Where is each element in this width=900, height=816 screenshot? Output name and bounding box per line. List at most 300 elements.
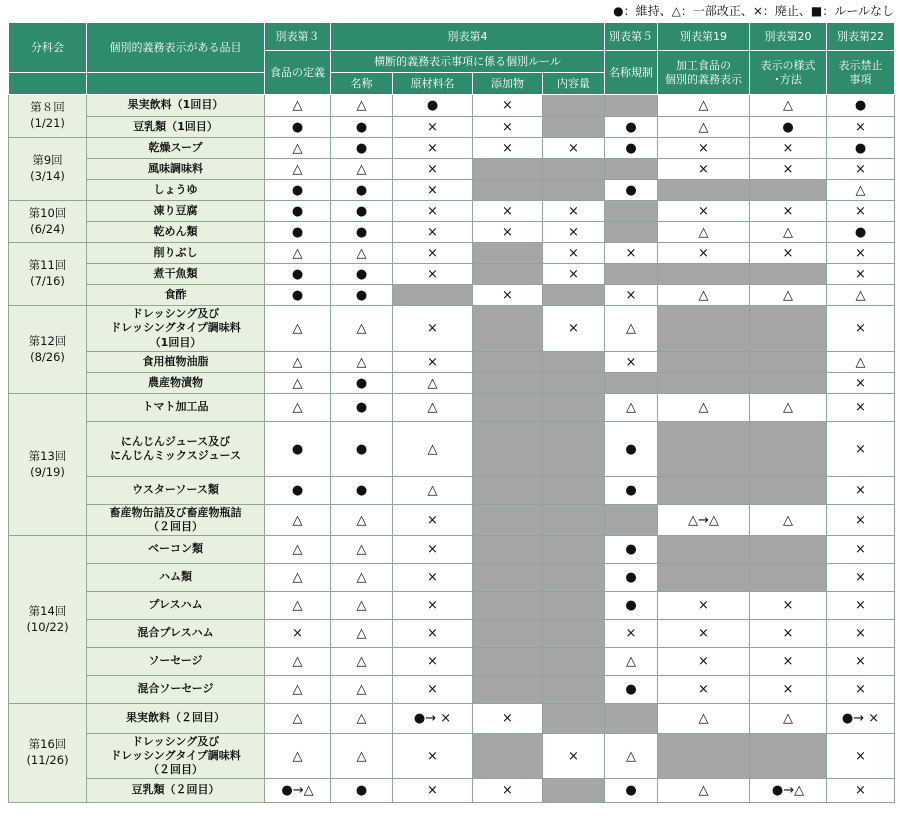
status-cell: △: [265, 306, 331, 352]
item-cell: 煮干魚類: [87, 264, 265, 285]
no-rule-cell: [473, 477, 543, 505]
table-row: [9, 592, 895, 620]
item-cell: にんじんジュース及び にんじんミックスジュース: [87, 422, 265, 477]
no-rule-cell: [750, 373, 827, 394]
status-cell: △: [265, 373, 331, 394]
no-rule-cell: [543, 648, 605, 676]
header-b3: 別表第３: [265, 23, 331, 51]
session-cell: 第12回 (8/26): [9, 306, 87, 394]
session-cell: 第８回 (1/21): [9, 95, 87, 138]
status-cell: ×: [827, 117, 895, 138]
header-name: 名称: [331, 73, 393, 95]
status-cell: ●: [331, 285, 393, 306]
status-cell: ×: [473, 201, 543, 222]
status-cell: ●: [827, 222, 895, 243]
status-cell: △: [265, 95, 331, 117]
no-rule-cell: [750, 352, 827, 373]
status-cell: △: [393, 422, 473, 477]
status-cell: ×: [605, 285, 658, 306]
no-rule-cell: [658, 734, 750, 779]
no-rule-cell: [543, 422, 605, 477]
table-row: [9, 505, 895, 536]
status-cell: ×: [750, 243, 827, 264]
no-rule-cell: [543, 394, 605, 422]
status-cell: △: [265, 138, 331, 159]
no-rule-cell: [658, 422, 750, 477]
status-cell: △: [750, 505, 827, 536]
no-rule-cell: [473, 592, 543, 620]
status-cell: △: [331, 620, 393, 648]
status-cell: ×: [827, 243, 895, 264]
status-cell: ●→ ×: [827, 704, 895, 734]
no-rule-cell: [605, 201, 658, 222]
status-cell: ×: [473, 222, 543, 243]
header-b19: 別表第19: [658, 23, 750, 51]
item-cell: 混合プレスハム: [87, 620, 265, 648]
no-rule-cell: [473, 243, 543, 264]
header-ingredients: 原材料名: [393, 73, 473, 95]
status-cell: ●: [265, 201, 331, 222]
header-item: 個別的義務表示がある品目: [87, 23, 265, 73]
item-cell: ソーセージ: [87, 648, 265, 676]
no-rule-cell: [750, 477, 827, 505]
table-row: [9, 648, 895, 676]
status-cell: △: [605, 648, 658, 676]
item-cell: ベーコン類: [87, 536, 265, 564]
status-cell: ●→ ×: [393, 704, 473, 734]
status-cell: △: [331, 306, 393, 352]
no-rule-cell: [543, 505, 605, 536]
table-row: [9, 285, 895, 306]
table-row: [9, 373, 895, 394]
status-cell: ×: [543, 222, 605, 243]
status-cell: ●→△: [750, 779, 827, 803]
status-cell: ×: [827, 648, 895, 676]
no-rule-cell: [658, 477, 750, 505]
table-row: [9, 620, 895, 648]
no-rule-cell: [658, 564, 750, 592]
item-cell: プレスハム: [87, 592, 265, 620]
status-cell: ●: [265, 264, 331, 285]
no-rule-cell: [543, 704, 605, 734]
no-rule-cell: [543, 477, 605, 505]
item-cell: ハム類: [87, 564, 265, 592]
table-row: [9, 95, 895, 117]
table-row: [9, 243, 895, 264]
status-cell: ×: [827, 536, 895, 564]
item-cell: 乾めん類: [87, 222, 265, 243]
no-rule-cell: [750, 422, 827, 477]
status-cell: △: [265, 648, 331, 676]
status-cell: △: [827, 352, 895, 373]
session-cell: 第11回 (7/16): [9, 243, 87, 306]
status-cell: ×: [393, 536, 473, 564]
status-cell: ×: [827, 676, 895, 704]
no-rule-cell: [473, 620, 543, 648]
status-cell: ×: [393, 779, 473, 803]
no-rule-cell: [543, 564, 605, 592]
status-cell: △: [750, 394, 827, 422]
status-cell: ×: [658, 201, 750, 222]
no-rule-cell: [543, 620, 605, 648]
status-cell: ×: [750, 592, 827, 620]
status-cell: ×: [605, 243, 658, 264]
no-rule-cell: [658, 373, 750, 394]
status-cell: △: [605, 734, 658, 779]
status-cell: ×: [827, 620, 895, 648]
no-rule-cell: [473, 373, 543, 394]
no-rule-cell: [605, 704, 658, 734]
item-cell: 豆乳類（1回目）: [87, 117, 265, 138]
no-rule-cell: [473, 180, 543, 201]
status-cell: ×: [658, 676, 750, 704]
status-cell: △: [750, 704, 827, 734]
table-row: [9, 394, 895, 422]
status-cell: ×: [827, 477, 895, 505]
item-cell: 混合ソーセージ: [87, 676, 265, 704]
status-cell: △: [750, 95, 827, 117]
status-cell: △: [658, 285, 750, 306]
table-row: [9, 422, 895, 477]
table-row: [9, 201, 895, 222]
header-additives: 添加物: [473, 73, 543, 95]
status-cell: ●: [331, 394, 393, 422]
no-rule-cell: [473, 564, 543, 592]
header-b22-sub: 表示禁止 事項: [827, 51, 895, 95]
status-cell: △: [265, 592, 331, 620]
session-cell: 第16回 (11/26): [9, 704, 87, 803]
no-rule-cell: [473, 394, 543, 422]
status-cell: ×: [750, 648, 827, 676]
status-cell: △: [658, 95, 750, 117]
status-cell: △: [265, 505, 331, 536]
status-cell: △: [331, 159, 393, 180]
legend: ●：維持、△：一部改正、×：廃止、■：ルールなし: [613, 4, 894, 18]
status-cell: △: [331, 676, 393, 704]
no-rule-cell: [473, 352, 543, 373]
no-rule-cell: [658, 180, 750, 201]
table-row: [9, 180, 895, 201]
status-cell: ●: [605, 779, 658, 803]
no-rule-cell: [750, 306, 827, 352]
status-cell: ●: [331, 422, 393, 477]
status-cell: ×: [393, 505, 473, 536]
no-rule-cell: [473, 648, 543, 676]
status-cell: ●: [605, 477, 658, 505]
no-rule-cell: [543, 352, 605, 373]
no-rule-cell: [543, 779, 605, 803]
header-b4-sub: 横断的義務表示事項に係る個別ルール: [331, 51, 605, 73]
no-rule-cell: [658, 264, 750, 285]
no-rule-cell: [605, 222, 658, 243]
no-rule-cell: [473, 306, 543, 352]
status-cell: △: [331, 648, 393, 676]
status-cell: ●: [605, 564, 658, 592]
table-row: [9, 536, 895, 564]
status-cell: △→△: [658, 505, 750, 536]
status-cell: ×: [543, 734, 605, 779]
no-rule-cell: [605, 505, 658, 536]
status-cell: △: [331, 592, 393, 620]
item-cell: 削りぶし: [87, 243, 265, 264]
labeling-rules-table: [8, 22, 895, 803]
table-row: [9, 704, 895, 734]
status-cell: ●: [605, 117, 658, 138]
table-body: [9, 95, 895, 803]
no-rule-cell: [543, 592, 605, 620]
status-cell: ●: [331, 264, 393, 285]
table-row: [9, 138, 895, 159]
status-cell: ×: [827, 564, 895, 592]
no-rule-cell: [750, 264, 827, 285]
status-cell: ×: [393, 564, 473, 592]
status-cell: ×: [393, 734, 473, 779]
item-cell: 豆乳類（２回目）: [87, 779, 265, 803]
no-rule-cell: [605, 373, 658, 394]
header-b22: 別表第22: [827, 23, 895, 51]
status-cell: △: [265, 243, 331, 264]
session-cell: 第9回 (3/14): [9, 138, 87, 201]
status-cell: ●: [331, 477, 393, 505]
header-b19-sub: 加工食品の 個別的義務表示: [658, 51, 750, 95]
table-row: [9, 306, 895, 352]
status-cell: ●→△: [265, 779, 331, 803]
status-cell: ×: [393, 648, 473, 676]
item-cell: 風味調味料: [87, 159, 265, 180]
status-cell: ×: [658, 592, 750, 620]
status-cell: ×: [473, 704, 543, 734]
status-cell: ×: [827, 159, 895, 180]
no-rule-cell: [750, 564, 827, 592]
status-cell: △: [265, 536, 331, 564]
header-volume: 内容量: [543, 73, 605, 95]
status-cell: △: [605, 306, 658, 352]
status-cell: ×: [393, 138, 473, 159]
status-cell: ×: [393, 201, 473, 222]
status-cell: ●: [331, 138, 393, 159]
status-cell: ×: [393, 306, 473, 352]
status-cell: △: [331, 536, 393, 564]
item-cell: ウスターソース類: [87, 477, 265, 505]
no-rule-cell: [473, 505, 543, 536]
status-cell: ×: [658, 138, 750, 159]
session-cell: 第10回 (6/24): [9, 201, 87, 243]
status-cell: ×: [827, 306, 895, 352]
no-rule-cell: [543, 180, 605, 201]
status-cell: ●: [331, 180, 393, 201]
no-rule-cell: [605, 95, 658, 117]
status-cell: ×: [393, 264, 473, 285]
table-row: [9, 477, 895, 505]
header-def: 食品の定義: [265, 51, 331, 95]
status-cell: ×: [543, 201, 605, 222]
no-rule-cell: [473, 536, 543, 564]
status-cell: ×: [827, 422, 895, 477]
status-cell: ●: [265, 180, 331, 201]
status-cell: ●: [605, 676, 658, 704]
table-row: [9, 352, 895, 373]
status-cell: ×: [827, 373, 895, 394]
no-rule-cell: [543, 536, 605, 564]
status-cell: △: [393, 394, 473, 422]
no-rule-cell: [658, 352, 750, 373]
item-cell: 食酢: [87, 285, 265, 306]
status-cell: ×: [393, 243, 473, 264]
table-row: [9, 779, 895, 803]
status-cell: ●: [827, 138, 895, 159]
status-cell: ●: [331, 117, 393, 138]
status-cell: △: [331, 734, 393, 779]
status-cell: △: [658, 779, 750, 803]
no-rule-cell: [543, 159, 605, 180]
session-cell: 第14回 (10/22): [9, 536, 87, 704]
status-cell: ●: [331, 779, 393, 803]
status-cell: ×: [750, 620, 827, 648]
table-row: [9, 564, 895, 592]
status-cell: △: [331, 95, 393, 117]
no-rule-cell: [473, 422, 543, 477]
status-cell: ×: [750, 201, 827, 222]
status-cell: △: [658, 117, 750, 138]
item-cell: ドレッシング及び ドレッシングタイプ調味料 （1回目）: [87, 306, 265, 352]
status-cell: ×: [658, 648, 750, 676]
status-cell: ×: [658, 243, 750, 264]
status-cell: ×: [827, 592, 895, 620]
status-cell: ×: [658, 620, 750, 648]
no-rule-cell: [605, 159, 658, 180]
table-row: [9, 159, 895, 180]
status-cell: △: [265, 564, 331, 592]
status-cell: △: [827, 180, 895, 201]
status-cell: ×: [543, 243, 605, 264]
no-rule-cell: [750, 180, 827, 201]
status-cell: ×: [393, 117, 473, 138]
status-cell: ×: [605, 352, 658, 373]
status-cell: △: [393, 373, 473, 394]
item-cell: 果実飲料（２回目）: [87, 704, 265, 734]
item-cell: しょうゆ: [87, 180, 265, 201]
status-cell: ×: [393, 620, 473, 648]
status-cell: ×: [658, 159, 750, 180]
status-cell: ×: [393, 592, 473, 620]
status-cell: ×: [543, 306, 605, 352]
header-b20-sub: 表示の様式 ･方法: [750, 51, 827, 95]
status-cell: ×: [393, 180, 473, 201]
status-cell: ●: [265, 477, 331, 505]
status-cell: ●: [605, 422, 658, 477]
item-cell: トマト加工品: [87, 394, 265, 422]
status-cell: ×: [827, 264, 895, 285]
status-cell: ●: [265, 117, 331, 138]
status-cell: △: [827, 285, 895, 306]
status-cell: ×: [605, 620, 658, 648]
status-cell: △: [331, 352, 393, 373]
status-cell: △: [658, 394, 750, 422]
no-rule-cell: [473, 159, 543, 180]
status-cell: △: [265, 676, 331, 704]
item-cell: ドレッシング及び ドレッシングタイプ調味料 （２回目）: [87, 734, 265, 779]
header-b4: 別表第4: [331, 23, 605, 51]
status-cell: ×: [473, 117, 543, 138]
status-cell: ●: [331, 201, 393, 222]
status-cell: △: [331, 564, 393, 592]
table-row: [9, 222, 895, 243]
status-cell: △: [750, 285, 827, 306]
item-cell: 乾燥スープ: [87, 138, 265, 159]
item-cell: 農産物漬物: [87, 373, 265, 394]
status-cell: ●: [827, 95, 895, 117]
status-cell: ●: [605, 138, 658, 159]
status-cell: △: [658, 222, 750, 243]
status-cell: ×: [827, 734, 895, 779]
status-cell: ●: [331, 373, 393, 394]
no-rule-cell: [543, 117, 605, 138]
status-cell: ×: [750, 138, 827, 159]
status-cell: △: [265, 159, 331, 180]
no-rule-cell: [750, 536, 827, 564]
status-cell: ●: [265, 422, 331, 477]
status-cell: △: [331, 704, 393, 734]
no-rule-cell: [543, 285, 605, 306]
no-rule-cell: [543, 676, 605, 704]
status-cell: △: [265, 704, 331, 734]
status-cell: ●: [605, 592, 658, 620]
status-cell: ●: [265, 222, 331, 243]
status-cell: △: [331, 243, 393, 264]
table-row: [9, 676, 895, 704]
no-rule-cell: [473, 734, 543, 779]
table-row: [9, 734, 895, 779]
status-cell: ×: [827, 201, 895, 222]
status-cell: ×: [473, 138, 543, 159]
status-cell: ×: [473, 285, 543, 306]
status-cell: ×: [393, 222, 473, 243]
header-b5: 別表第５: [605, 23, 658, 51]
status-cell: ●: [331, 222, 393, 243]
status-cell: △: [393, 477, 473, 505]
no-rule-cell: [543, 373, 605, 394]
status-cell: ●: [750, 117, 827, 138]
item-cell: 畜産物缶詰及び畜産物瓶詰 （２回目）: [87, 505, 265, 536]
status-cell: ×: [473, 95, 543, 117]
status-cell: ×: [827, 779, 895, 803]
status-cell: △: [605, 394, 658, 422]
status-cell: ×: [265, 620, 331, 648]
status-cell: △: [265, 734, 331, 779]
status-cell: ●: [393, 95, 473, 117]
no-rule-cell: [750, 734, 827, 779]
status-cell: ×: [827, 505, 895, 536]
status-cell: ×: [543, 264, 605, 285]
status-cell: △: [750, 222, 827, 243]
session-cell: 第13回 (9/19): [9, 394, 87, 536]
no-rule-cell: [473, 676, 543, 704]
status-cell: ●: [265, 285, 331, 306]
no-rule-cell: [658, 536, 750, 564]
no-rule-cell: [393, 285, 473, 306]
status-cell: ×: [393, 352, 473, 373]
status-cell: ×: [750, 676, 827, 704]
status-cell: ×: [393, 159, 473, 180]
status-cell: △: [331, 505, 393, 536]
table-row: [9, 117, 895, 138]
no-rule-cell: [543, 95, 605, 117]
item-cell: 凍り豆腐: [87, 201, 265, 222]
status-cell: ×: [473, 779, 543, 803]
no-rule-cell: [658, 306, 750, 352]
status-cell: ×: [750, 159, 827, 180]
status-cell: △: [265, 352, 331, 373]
